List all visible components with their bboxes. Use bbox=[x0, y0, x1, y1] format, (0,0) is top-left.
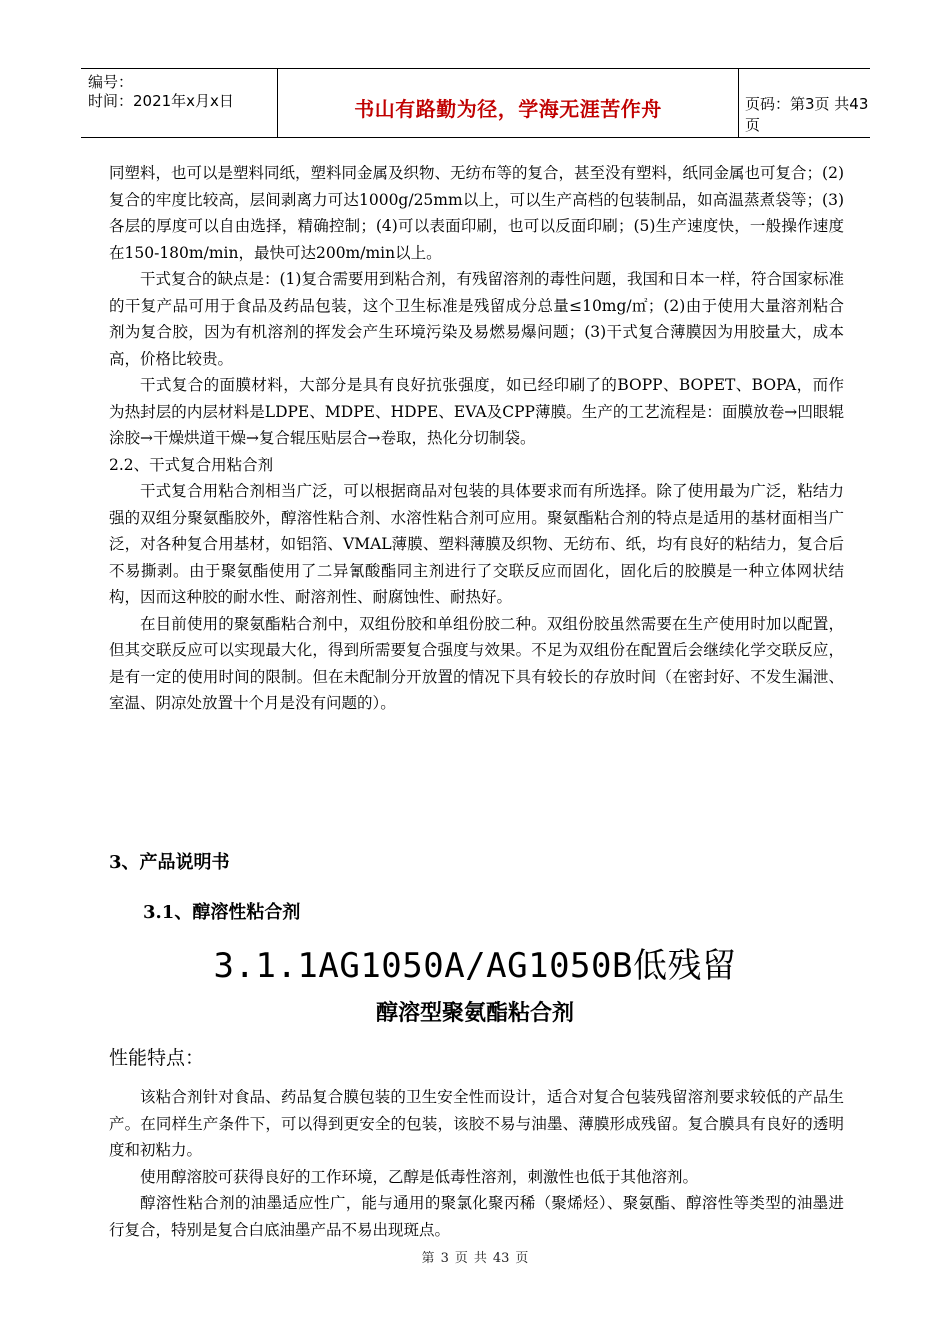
paragraph-two-component: 在目前使用的聚氨酯粘合剂中，双组份胶和单组份胶二种。双组份胶虽然需要在生产使用时加以配置，但其交联反应可以实现最大化，得到所需要复合强度与效果。不足为双组份在配置后会继续化学交联反应，是有一定的使用时间的限制。但在未配制分开放置的情况下具有较长的存放时间（在密封好、不发生漏泄、室温、阴凉处放置十个月是没有问题的）。 bbox=[109, 614, 844, 712]
footer-di: 第 bbox=[421, 1251, 435, 1266]
paragraph-adhesive-overview: 干式复合用粘合剂相当广泛，可以根据商品对包装的具体要求而有所选择。除了使用最为广泛，粘结力强的双组分聚氨酯胶外，醇溶性粘合剂、水溶性粘合剂可应用。聚氨酯粘合剂的特点是适用的基材面相当广泛，对各种复合用基材，如铝箔、VMAL薄膜、塑料薄膜及织物、无纺布、纸，均有良好的粘结力，复合后不易撕剥。由于聚氨酯使用了二异氰酸酯同主剂进行了交联反应而固化，固化后的胶膜是一种立体网状结构，因而这种胶的耐水性、耐溶剂性、耐腐蚀性、耐热好。 bbox=[109, 482, 844, 606]
header-motto: 书山有路勤为径，学海无涯苦作舟 bbox=[354, 97, 662, 121]
product-subtitle: 醇溶型聚氨酯粘合剂 bbox=[375, 1001, 574, 1026]
paragraph-feature-ink: 醇溶性粘合剂的油墨适应性广，能与通用的聚氯化聚丙稀（聚烯烃）、聚氨酯、醇溶性等类型的油墨进行复合，特别是复合白底油墨产品不易出现斑点。 bbox=[109, 1194, 844, 1239]
footer-ye-end: 页 bbox=[515, 1251, 529, 1266]
section-heading-2-2: 2.2、干式复合用粘合剂 bbox=[109, 455, 274, 474]
header-page-info: 页码：第3页 共43页 bbox=[745, 95, 869, 134]
paragraph-materials: 干式复合的面膜材料，大部分是具有良好抗张强度，如已经印刷了的BOPP、BOPET、BOPA，而作为热封层的内层材料是LDPE、MDPE、HDPE、EVA及CPP薄膜。生产的工艺流程是：面膜放卷→凹眼辊涂胶→干燥烘道干燥→复合辊压贴层合→卷取，热化分切制袋。 bbox=[109, 376, 844, 447]
date-label: 时间：2021年x月x日 bbox=[88, 92, 234, 110]
page-header bbox=[81, 68, 870, 138]
section-heading-3: 3、产品说明书 bbox=[109, 852, 230, 873]
footer-page-number: 3 bbox=[440, 1251, 449, 1266]
footer-ye: 页 bbox=[454, 1251, 468, 1266]
number-label: 编号： bbox=[88, 73, 134, 91]
footer-total-pages: 43 bbox=[492, 1251, 510, 1266]
paragraph-feature-safety: 该粘合剂针对食品、药品复合膜包装的卫生安全性而设计，适合对复合包装残留溶剂要求较低的产品生产。在同样生产条件下，可以得到更安全的包装，该胶不易与油墨、薄膜形成残留。复合膜具有良好的透明度和初粘力。 bbox=[109, 1088, 844, 1159]
body-section-top bbox=[109, 160, 844, 717]
header-meta bbox=[81, 69, 277, 137]
paragraph-feature-environment: 使用醇溶胶可获得良好的工作环境，乙醇是低毒性溶剂，刺激性也低于其他溶剂。 bbox=[140, 1167, 699, 1186]
footer-gong: 共 bbox=[473, 1251, 487, 1266]
product-title: 3.1.1AG1050A/AG1050B低残留 bbox=[213, 946, 737, 986]
header-motto-cell bbox=[277, 69, 739, 137]
page-footer bbox=[0, 1247, 950, 1266]
body-section-features bbox=[109, 1084, 844, 1243]
section-heading-3-1: 3.1、醇溶性粘合剂 bbox=[143, 902, 301, 923]
paragraph-advantages: 同塑料，也可以是塑料同纸，塑料同金属及织物、无纺布等的复合，甚至没有塑料，纸同金属也可复合；(2)复合的牢度比较高，层间剥离力可达1000g/25mm以上，可以生产高档的包装制品，如高温蒸煮袋等；(3)各层的厚度可以自由选择，精确控制；(4)可以表面印刷，也可以反面印刷；(5)生产速度快，一般操作速度在150-180m/min，最快可达200m/min以上。 bbox=[109, 164, 844, 262]
features-heading: 性能特点： bbox=[109, 1047, 205, 1069]
paragraph-disadvantages: 干式复合的缺点是：(1)复合需要用到粘合剂，有残留溶剂的毒性问题，我国和日本一样，符合国家标准的干复产品可用于食品及药品包装，这个卫生标准是残留成分总量≤10mg/㎡；(2)由于使用大量溶剂粘合剂为复合胶，因为有机溶剂的挥发会产生环境污染及易燃易爆问题；(3)干式复合薄膜因为用胶量大，成本高，价格比较贵。 bbox=[109, 270, 844, 368]
